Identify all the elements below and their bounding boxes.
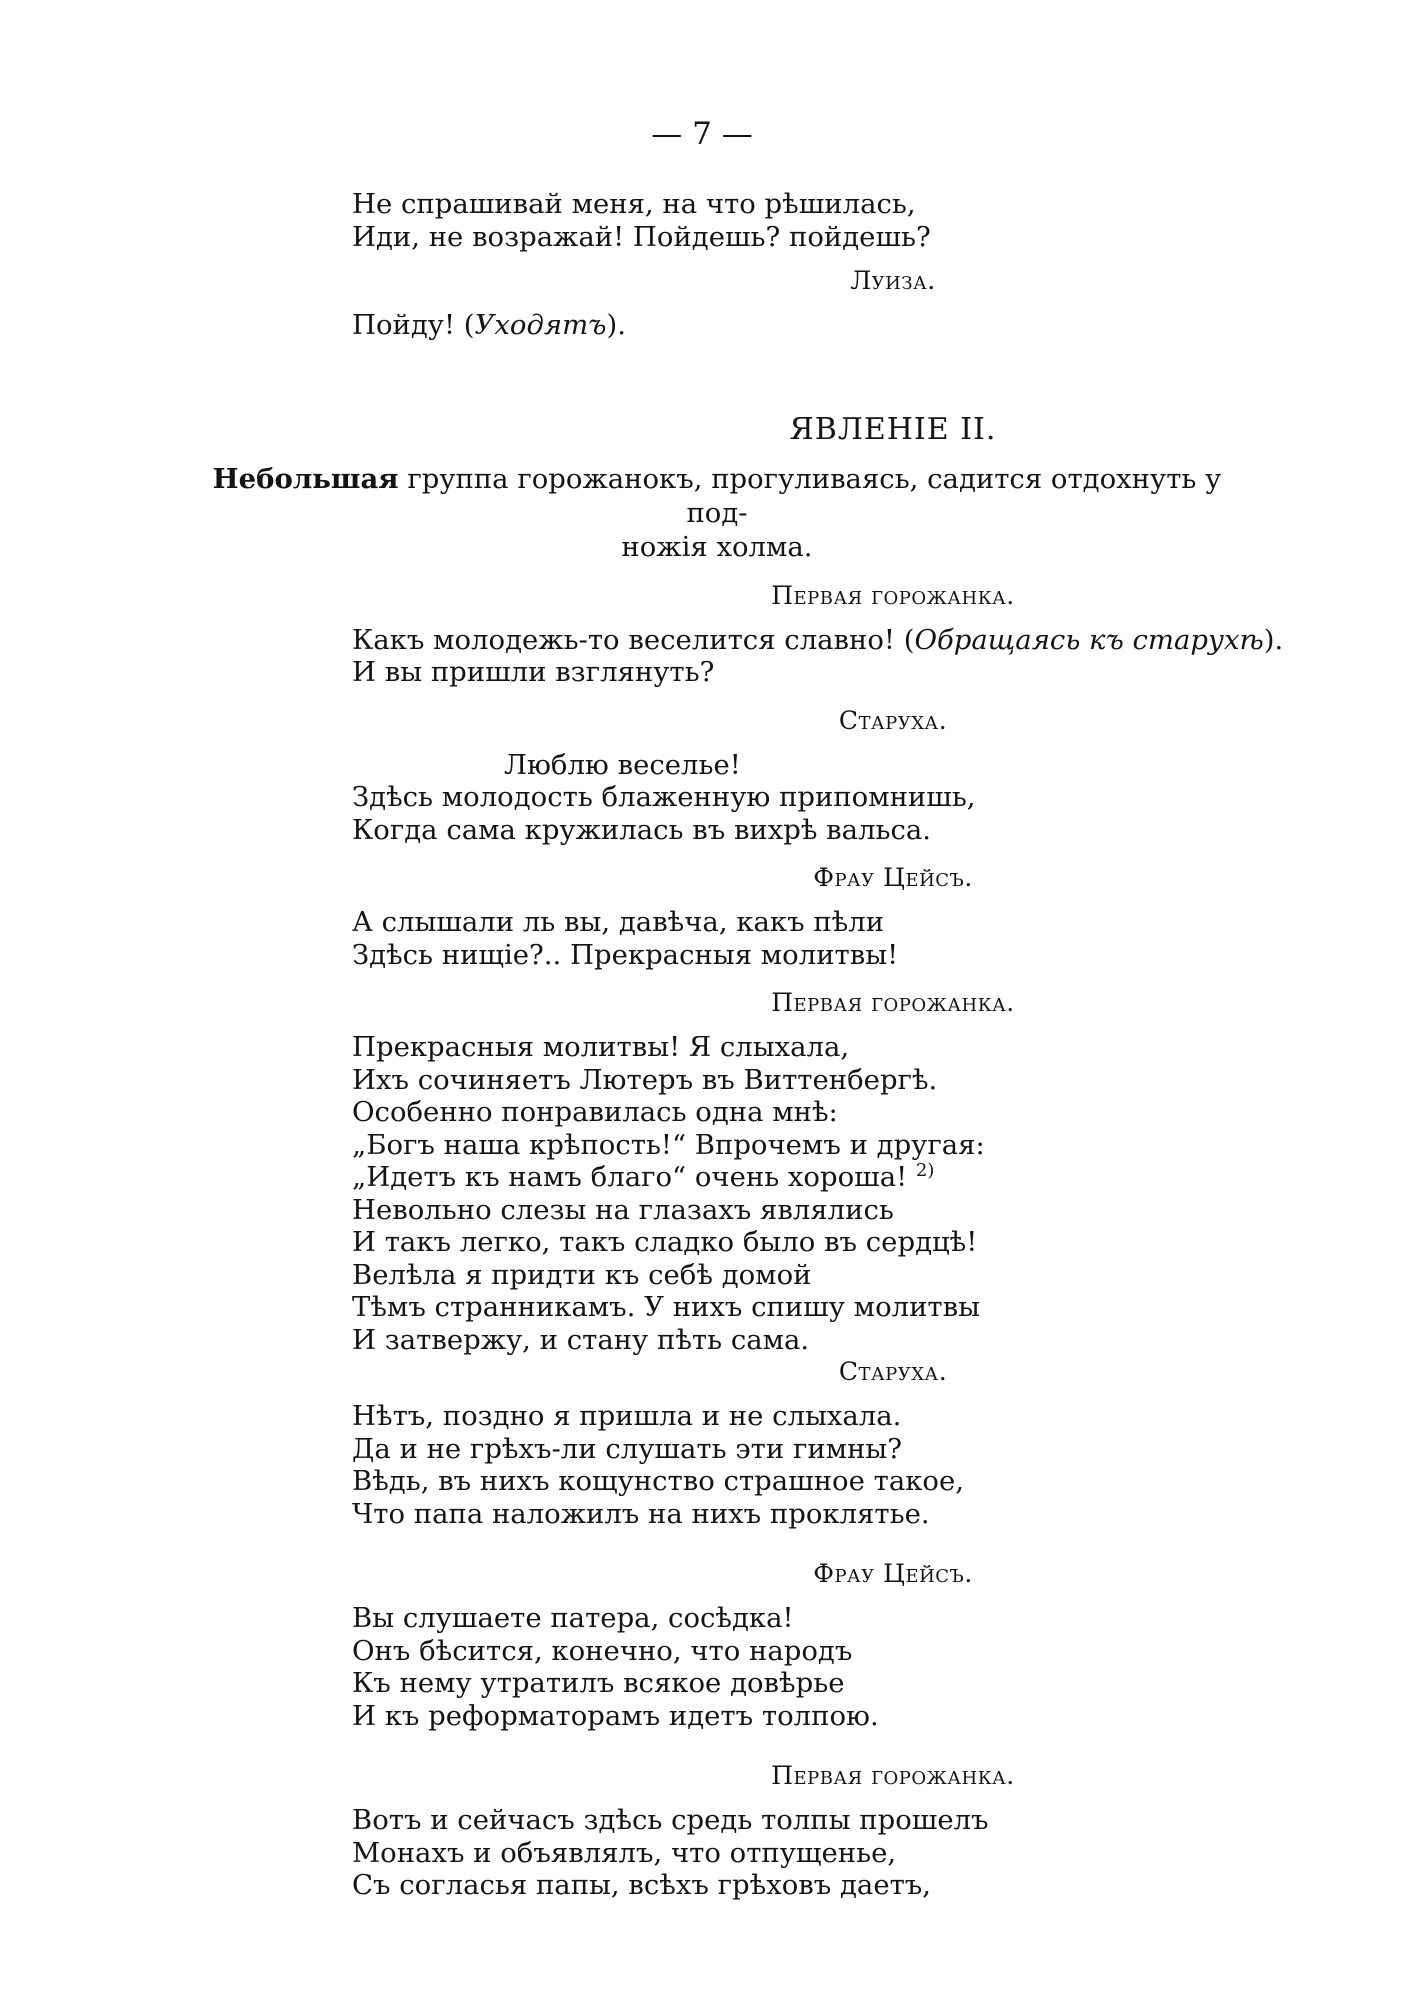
verse-line: Велѣла я придти къ себѣ домой (352, 1258, 812, 1291)
verse-line: Вѣдь, въ нихъ кощунство страшное такое, (352, 1465, 964, 1497)
verse-line: Здѣсь нищіе?.. Прекрасныя молитвы! (352, 938, 899, 971)
verse-line (352, 1161, 1232, 1194)
verse-text: Пойду! ( (352, 309, 475, 341)
verse-line: Да и не грѣхъ-ли слушать эти гимны? (352, 1432, 903, 1465)
verse-line: Люблю веселье! (504, 748, 741, 781)
verse-text: Какъ молодежь-то веселится славно! ( (352, 623, 915, 656)
verse-line: А слышали ль вы, давѣча, какъ пѣли (352, 906, 885, 938)
verse-line: Что папа наложилъ на нихъ проклятье. (352, 1497, 930, 1530)
verse-text: ). (606, 309, 626, 341)
stage-direction-text: ножія холма. (621, 530, 813, 563)
speaker-name: Луиза. (850, 266, 936, 295)
play-text (212, 188, 1284, 1902)
verse-line: И затвержу, и стану пѣть сама. (352, 1323, 810, 1356)
verse-line (352, 309, 1232, 342)
verse-text: „Идетъ къ намъ благо“ очень хороша! (352, 1161, 908, 1193)
speaker-name: Первая горожанка. (771, 988, 1015, 1017)
verse-line: Особенно понравилась одна мнѣ: (352, 1096, 838, 1128)
stage-direction-bold: Небольшая (212, 462, 399, 495)
speaker-name: Фрау Цейсъ. (813, 863, 973, 892)
speaker-name: Старуха. (838, 1357, 948, 1386)
verse-line: Не спрашивай меня, на что рѣшилась, (352, 188, 916, 220)
verse-line: „Богъ наша крѣпость!“ Впрочемъ и другая: (352, 1128, 985, 1161)
verse-line: Прекрасныя молитвы! Я слыхала, (352, 1031, 850, 1063)
verse-line: И такъ легко, такъ сладко было въ сердцѣ! (352, 1226, 978, 1258)
verse-line: Съ согласья папы, всѣхъ грѣховъ даетъ, (352, 1869, 932, 1901)
page-number: — 7 — (651, 116, 753, 152)
speaker-name: Первая горожанка. (771, 1761, 1015, 1790)
speaker-name: Фрау Цейсъ. (813, 1559, 973, 1588)
verse-line: Здѣсь молодость блаженную припомнишь, (352, 781, 976, 813)
stage-direction: Обращаясь къ старухѣ (914, 623, 1264, 656)
verse-line: Невольно слезы на глазахъ являлись (352, 1193, 894, 1226)
scene-heading: ЯВЛЕНІЕ II. (789, 411, 997, 447)
speaker-name: Старуха. (838, 705, 948, 735)
verse-line: И вы пришли взглянуть? (352, 656, 715, 688)
verse-line (352, 623, 1284, 657)
verse-line: Тѣмъ странникамъ. У нихъ спишу молитвы (352, 1291, 981, 1323)
verse-line: Онъ бѣсится, конечно, что народъ (352, 1634, 853, 1667)
verse-line: Монахъ и объявлялъ, что отпущенье, (352, 1836, 897, 1869)
scene-stage-direction (202, 462, 1232, 564)
verse-line: Иди, не возражай! Пойдешь? пойдешь? (352, 220, 931, 253)
verse-line: Ихъ сочиняетъ Лютеръ въ Виттенбергѣ. (352, 1063, 938, 1096)
verse-text: ). (1263, 623, 1284, 656)
verse-line: Къ нему утратилъ всякое довѣрье (352, 1667, 845, 1699)
verse-line: Вы слушаете патера, сосѣдка! (352, 1602, 794, 1634)
verse-line: Когда сама кружилась въ вихрѣ вальса. (352, 813, 932, 846)
verse-line: И къ реформаторамъ идетъ толпою. (352, 1699, 879, 1732)
footnote-mark: 2) (915, 1159, 935, 1181)
speaker-name: Первая горожанка. (771, 580, 1015, 610)
verse-line: Нѣтъ, поздно я пришла и не слыхала. (352, 1400, 902, 1432)
stage-direction-text: группа горожанокъ, прогуливаясь, садится отдохнуть у под- (398, 462, 1222, 529)
stage-direction: Уходятъ (474, 309, 607, 341)
verse-line: Вотъ и сейчасъ здѣсь средь толпы прошелъ (352, 1804, 989, 1836)
